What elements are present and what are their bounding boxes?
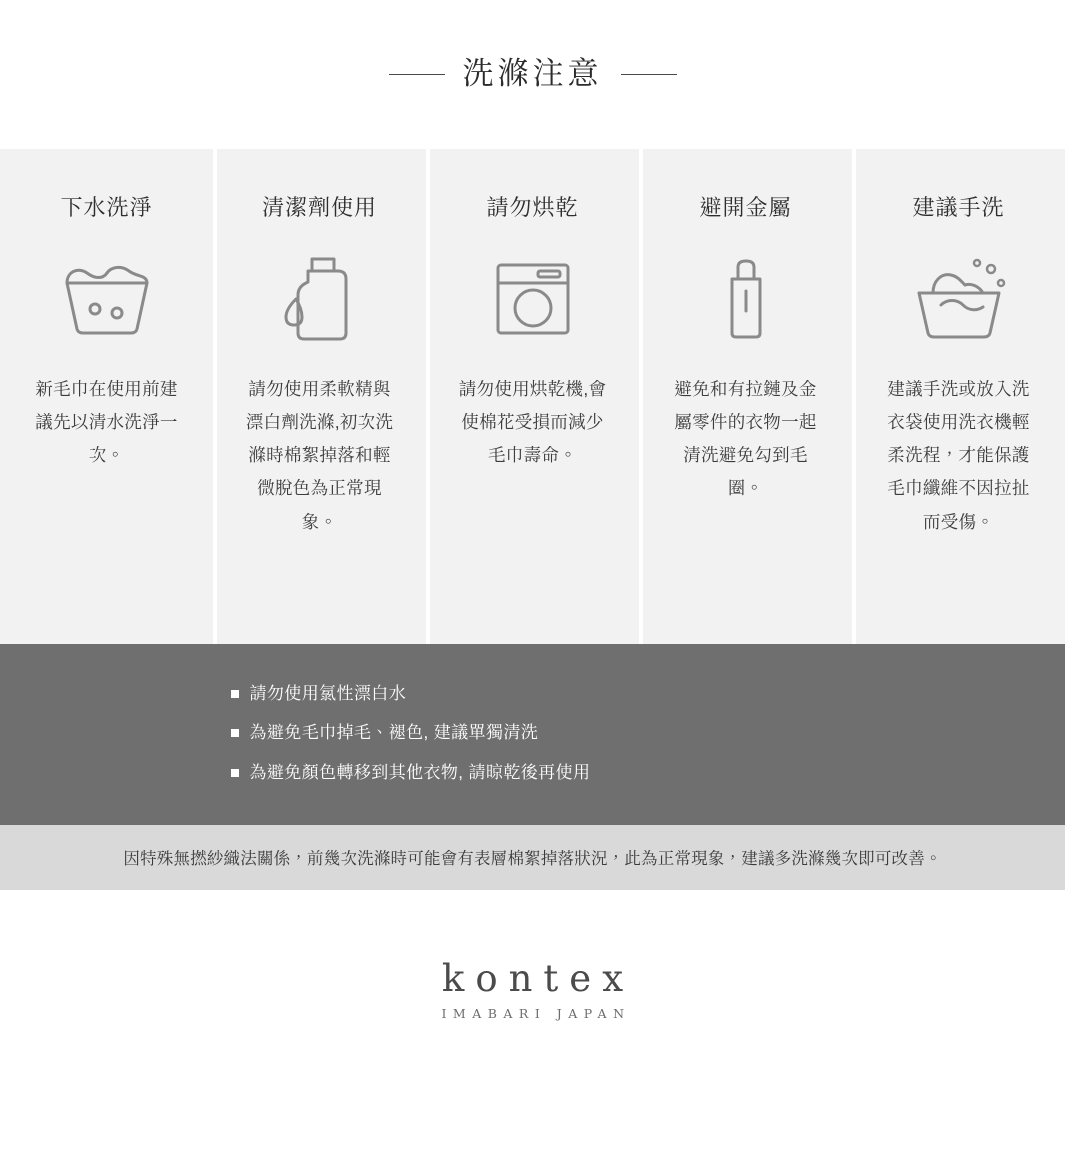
note-text: 為避免毛巾掉毛、褪色, 建議單獨清洗 [249, 723, 539, 743]
care-card-metal [639, 149, 852, 644]
note-text: 請勿使用氯性漂白水 [249, 683, 407, 703]
brand-name: kontex [441, 957, 635, 1001]
brand-tagline: IMABARI JAPAN [441, 1006, 631, 1022]
care-card-detergent [213, 149, 426, 644]
care-card-text: 請勿使用烘乾機,會使棉花受損而減少毛巾壽命。 [458, 378, 607, 466]
notes-band [0, 644, 1065, 826]
page-title: 洗滌注意 [462, 55, 603, 92]
care-instruction-cards [0, 149, 1065, 644]
bullet-square-icon [231, 769, 239, 777]
care-card-title: 避開金屬 [699, 194, 792, 220]
notes-list [183, 674, 883, 794]
bullet-square-icon [231, 690, 239, 698]
brand-logo [0, 957, 1065, 1022]
hand-wash-icon [907, 253, 1011, 345]
care-card-title: 下水洗淨 [60, 194, 153, 220]
care-card-text: 新毛巾在使用前建議先以清水洗淨一次。 [35, 378, 178, 466]
page-header [0, 0, 1065, 111]
wash-basin-icon [57, 253, 157, 345]
care-card-hand-wash [852, 149, 1065, 644]
care-card-title: 清潔劑使用 [261, 194, 377, 220]
bullet-square-icon [231, 729, 239, 737]
note-item [231, 713, 883, 753]
care-card-text: 建議手洗或放入洗衣袋使用洗衣機輕柔洗程，才能保護毛巾纖維不因拉扯而受傷。 [887, 378, 1030, 532]
care-card-text: 請勿使用柔軟精與漂白劑洗滌,初次洗滌時棉絮掉落和輕微脫色為正常現象。 [245, 378, 394, 532]
title-rule-right [621, 74, 677, 75]
note-item [231, 753, 883, 793]
care-card-text: 避免和有拉鏈及金屬零件的衣物一起清洗避免勾到毛圈。 [674, 378, 817, 499]
footnote-band: 因特殊無撚紗織法關係，前幾次洗滌時可能會有表層棉絮掉落狀況，此為正常現象，建議多洗滌幾次即可改善。 [0, 825, 1065, 890]
note-text: 為避免顏色轉移到其他衣物, 請晾乾後再使用 [249, 763, 591, 783]
title-rule-left [389, 74, 445, 75]
detergent-bottle-icon [274, 253, 366, 345]
care-card-no-dry [426, 149, 639, 644]
zipper-metal-icon [716, 253, 776, 345]
care-card-wash [0, 149, 213, 644]
care-card-title: 建議手洗 [912, 194, 1005, 220]
care-card-title: 請勿烘乾 [486, 194, 579, 220]
note-item [231, 674, 883, 714]
no-tumble-dry-icon [494, 253, 572, 345]
